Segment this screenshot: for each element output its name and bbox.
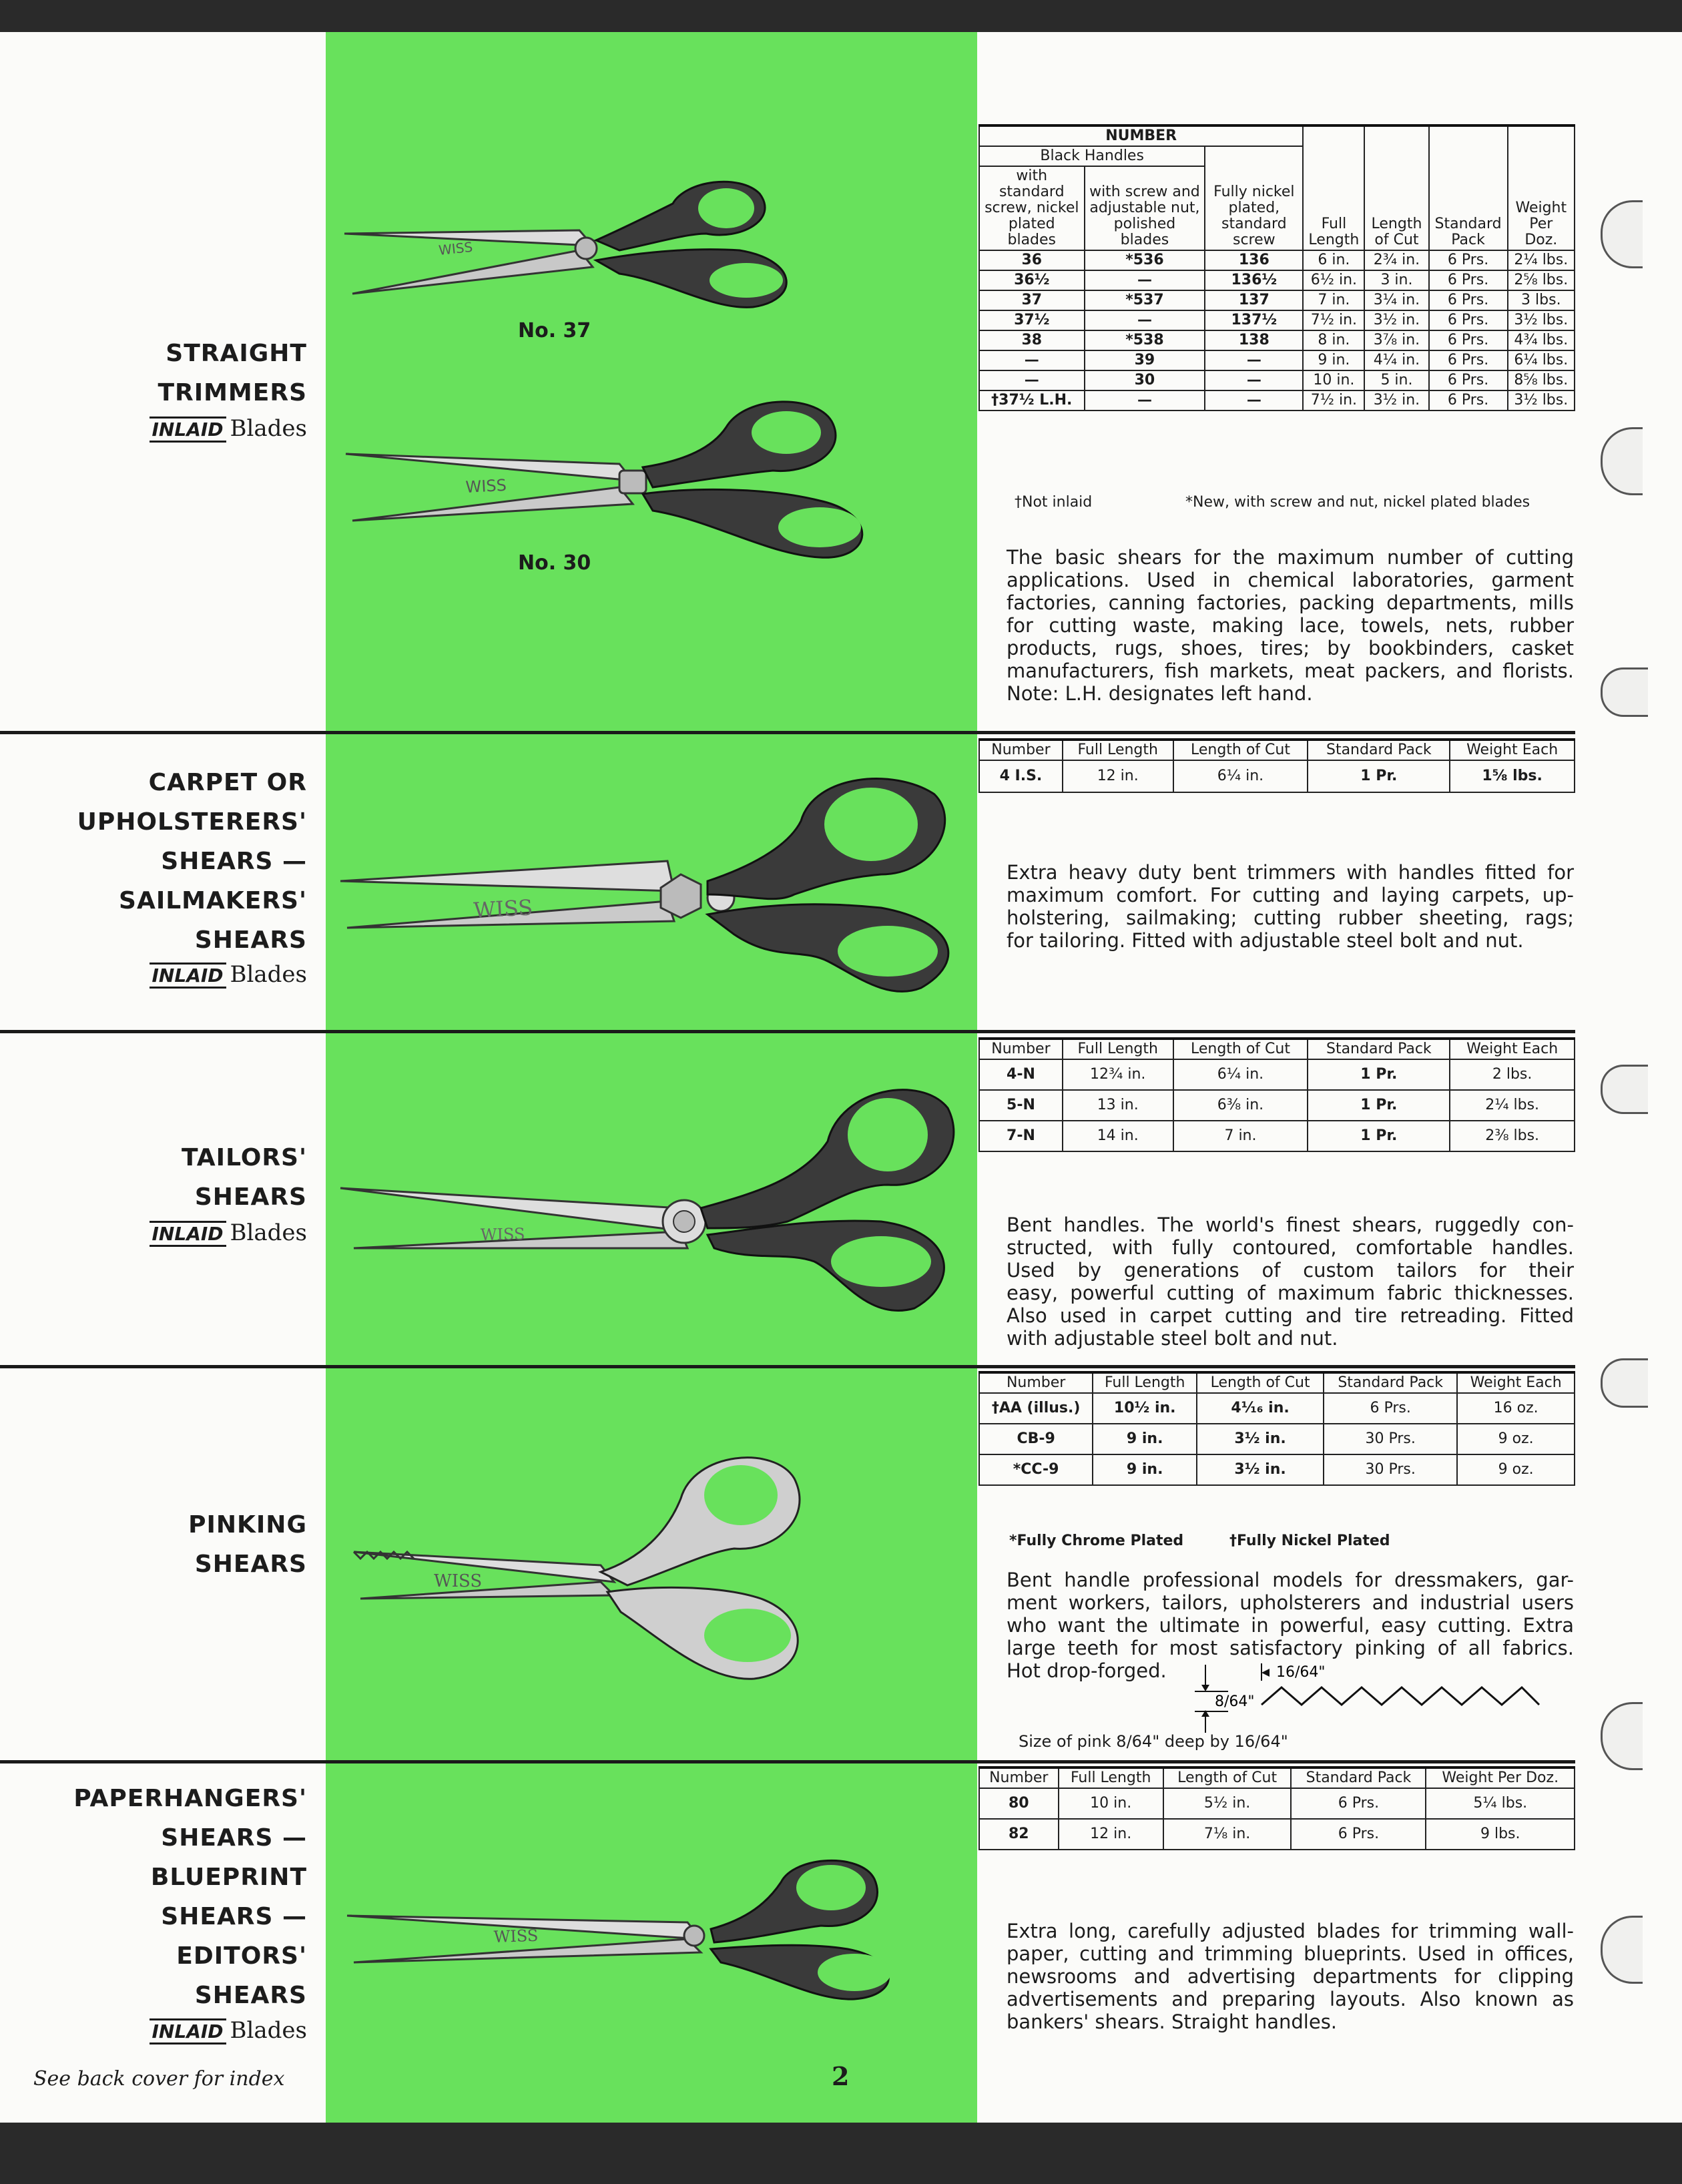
inlaid-text: Blades [230,961,307,988]
table-row [979,1090,1575,1121]
table-cell: 6 Prs. [1429,290,1508,310]
table-cell: 4 I.S. [979,760,1063,792]
table-cell: 30 Prs. [1324,1454,1457,1485]
description-line: newsrooms and advertising departments for clipping [1007,1965,1574,1988]
svg-text:WISS: WISS [434,1571,483,1591]
table-cell: 12 in. [1063,760,1173,792]
title-line: CARPET OR [148,769,307,796]
binder-slot [1601,1702,1643,1770]
table-cell: 8⅝ lbs. [1508,370,1575,390]
col-header: with screw and adjustable nut, polished blades [1085,166,1205,250]
table-cell: 6¼ lbs. [1508,350,1575,370]
svg-text:WISS: WISS [493,1926,539,1946]
table-cell: 7 in. [1173,1121,1308,1151]
title-line: SHEARS — [161,848,307,875]
col-header: Fully nickel plated, standard screw [1205,146,1303,250]
table-row [979,760,1575,792]
spec-table-tailors-shears [978,1037,1575,1152]
title-line: PAPERHANGERS' [73,1785,307,1812]
inlaid-text: Blades [230,1219,307,1246]
table-cell: — [1085,310,1205,330]
inlaid-badge: INLAID [150,1221,226,1247]
table-cell: 10 in. [1303,370,1364,390]
table-cell: 7½ in. [1303,390,1364,411]
tailors-shears-image [334,1061,974,1328]
table-cell: 2¼ lbs. [1508,250,1575,270]
description-line: large teeth for most satisfactory pinking of all fabrics. [1007,1637,1574,1659]
table-cell: 9 in. [1093,1424,1197,1454]
table-cell: 3½ in. [1364,390,1428,411]
title-line: SHEARS — [161,1903,307,1930]
table-cell: 6 Prs. [1429,250,1508,270]
table-cell: 10 in. [1059,1788,1163,1819]
table-cell: 10½ in. [1093,1393,1197,1424]
table-cell: 6 in. [1303,250,1364,270]
table-cell: 6 Prs. [1429,330,1508,350]
table-cell: 4¾ lbs. [1508,330,1575,350]
table-cell: 9 oz. [1457,1454,1575,1485]
col-header: Number [979,740,1063,760]
title-line: UPHOLSTERERS' [77,808,307,836]
table-cell: 37 [979,290,1085,310]
col-header: Standard Pack [1324,1372,1457,1393]
description-line: advertisements and preparing layouts. Also known as [1007,1988,1574,2010]
description-straight-trimmers [1007,546,1574,705]
table-cell: 36 [979,250,1085,270]
col-header: Length of Cut [1197,1372,1324,1393]
col-header: Standard Pack [1429,125,1508,250]
paperhangers-shears-image [340,1842,941,2009]
section-divider [0,731,1575,734]
table-cell: 9 in. [1303,350,1364,370]
col-header: Number [979,1767,1059,1788]
table-cell: 3½ in. [1197,1454,1324,1485]
table-cell: 39 [1085,350,1205,370]
col-header: Length of Cut [1364,125,1428,250]
col-header: Full Length [1063,1039,1173,1059]
table-cell: 3½ lbs. [1508,390,1575,411]
col-header: Length of Cut [1163,1767,1292,1788]
table-cell: 6¼ in. [1173,760,1308,792]
spec-table-pinking-shears [978,1371,1575,1486]
table-cell: 1⅝ lbs. [1450,760,1575,792]
table-cell: 7-N [979,1121,1063,1151]
table-cell: 3½ in. [1364,310,1428,330]
title-line: SHEARS [194,1183,307,1211]
col-header: Weight Per Doz. [1426,1767,1575,1788]
section-title-straight-trimmers [158,334,307,413]
carpet-shears-image [334,761,974,1021]
col-header: Number [979,1372,1093,1393]
spec-table-paperhangers-shears [978,1766,1575,1850]
table-cell: 3¼ in. [1364,290,1428,310]
section-divider [0,1365,1575,1368]
title-line: EDITORS' [176,1942,307,1970]
table-row [979,1121,1575,1151]
description-carpet-shears [1007,861,1574,952]
section-title-tailors-shears [182,1138,307,1217]
table-row [979,330,1575,350]
table-cell: 6 Prs. [1429,270,1508,290]
description-line: bankers' shears. Straight handles. [1007,2010,1338,2033]
description-line: for tailoring. Fitted with adjustable steel bolt and nut. [1007,929,1524,952]
table-row [979,310,1575,330]
binder-slot [1601,1916,1643,1984]
table-cell: — [1205,370,1303,390]
table-cell: — [979,370,1085,390]
scissors-no-37-image [339,167,820,327]
pink-size-diagram [1161,1661,1549,1734]
table-cell: 2 lbs. [1450,1059,1575,1090]
description-line: easy, powerful cutting of maximum fabric thicknesses. [1007,1282,1574,1304]
col-header: Full Length [1059,1767,1163,1788]
title-line: SAILMAKERS' [119,887,307,914]
table-footnote: *Fully Chrome Plated [1009,1533,1184,1549]
section-title-carpet-shears [77,763,307,960]
binder-slot [1601,200,1643,268]
table-row [979,370,1575,390]
pinking-shears-image [347,1438,828,1692]
table-cell: 1 Pr. [1308,1090,1450,1121]
title-line: TAILORS' [182,1144,307,1171]
description-line: paper, cutting and trimming blueprints. Used in offices, [1007,1942,1574,1965]
description-line: applications. Used in chemical laboratories, garment [1007,569,1574,591]
title-line: SHEARS [194,1982,307,2009]
table-row [979,1059,1575,1090]
col-header: Number [979,1039,1063,1059]
scissors-no-30-image [339,387,886,567]
bottom-scan-border [0,2123,1682,2184]
description-line: products, rugs, shoes, tires; by bookbinders, casket [1007,637,1574,659]
table-cell: 5¼ lbs. [1426,1788,1575,1819]
description-line: with adjustable steel bolt and nut. [1007,1327,1338,1350]
table-footnote: †Fully Nickel Plated [1229,1533,1390,1549]
table-cell: 4-N [979,1059,1063,1090]
description-line: manufacturers, fish markets, meat packers, and florists. [1007,659,1574,682]
description-line: ment workers, tailors, upholsterers and industrial users [1007,1591,1574,1614]
page-number: 2 [832,2061,850,2091]
description-line: Note: L.H. designates left hand. [1007,682,1313,705]
description-line: holstering, sailmaking; cutting rubber sheeting, rags; [1007,906,1574,929]
pink-size-caption: Size of pink 8/64" deep by 16/64" [1019,1732,1288,1751]
title-line: STRAIGHT [166,340,307,367]
table-cell: 7⅛ in. [1163,1819,1292,1850]
table-cell: 14 in. [1063,1121,1173,1151]
col-header: Weight Per Doz. [1508,125,1575,250]
table-row [979,1424,1575,1454]
description-line: Bent handle professional models for dressmakers, gar- [1007,1569,1574,1591]
figure-caption-no-30: No. 30 [518,551,591,575]
table-cell: 2⅜ lbs. [1450,1121,1575,1151]
table-cell: 4¼ in. [1364,350,1428,370]
table-cell: 30 Prs. [1324,1424,1457,1454]
col-header: Full Length [1063,740,1173,760]
inlaid-blades-label [150,415,308,442]
table-cell: 136½ [1205,270,1303,290]
binder-hole [1601,667,1648,717]
description-line: Hot drop-forged. [1007,1659,1167,1682]
table-row [979,290,1575,310]
table-cell: 82 [979,1819,1059,1850]
title-line: SHEARS [194,926,307,954]
table-cell: 3 lbs. [1508,290,1575,310]
table-cell: 37½ [979,310,1085,330]
col-header: Weight Each [1450,1039,1575,1059]
table-row [979,1819,1575,1850]
table-cell: 138 [1205,330,1303,350]
table-cell: CB-9 [979,1424,1093,1454]
inlaid-badge: INLAID [150,2018,226,2044]
description-line: factories, canning factories, packing departments, mills [1007,591,1574,614]
svg-text:WISS: WISS [480,1224,525,1244]
table-cell: 4⅟₁₆ in. [1197,1393,1324,1424]
table-cell: 2⅝ lbs. [1508,270,1575,290]
inlaid-blades-label [150,961,308,988]
table-cell: 9 oz. [1457,1424,1575,1454]
table-cell: 6 Prs. [1429,310,1508,330]
table-cell: 2¾ in. [1364,250,1428,270]
title-line: BLUEPRINT [150,1864,307,1891]
table-row [979,270,1575,290]
table-cell: 6¼ in. [1173,1059,1308,1090]
binder-slot [1601,427,1643,495]
table-cell: 38 [979,330,1085,350]
table-cell: 80 [979,1788,1059,1819]
description-line: Extra long, carefully adjusted blades for trimming wall- [1007,1920,1574,1942]
table-cell: 13 in. [1063,1090,1173,1121]
table-cell: 12¾ in. [1063,1059,1173,1090]
section-divider [0,1030,1575,1033]
table-cell: *CC-9 [979,1454,1093,1485]
col-header: Length of Cut [1173,1039,1308,1059]
col-header: with standard screw, nickel plated blades [979,166,1085,250]
table-cell: 5-N [979,1090,1063,1121]
table-cell: 5½ in. [1163,1788,1292,1819]
title-line: TRIMMERS [158,379,307,406]
svg-text:WISS: WISS [438,238,474,258]
description-line: Also used in carpet cutting and tire retreading. Fitted [1007,1304,1574,1327]
table-cell: 9 lbs. [1426,1819,1575,1850]
width-label: 16/64" [1276,1664,1326,1681]
table-cell: 6 Prs. [1324,1393,1457,1424]
section-divider [0,1760,1575,1763]
description-line: structed, with fully contoured, comfortable handles. [1007,1236,1574,1259]
col-header: Weight Each [1457,1372,1575,1393]
table-cell: — [1085,270,1205,290]
table-cell: 8 in. [1303,330,1364,350]
table-cell: 30 [1085,370,1205,390]
table-cell: *537 [1085,290,1205,310]
table-cell: 6 Prs. [1291,1819,1426,1850]
title-line: PINKING [188,1511,307,1539]
col-header: Weight Each [1450,740,1575,760]
table-cell: †AA (illus.) [979,1393,1093,1424]
description-line: Bent handles. The world's finest shears, ruggedly con- [1007,1213,1574,1236]
table-cell: — [1205,390,1303,411]
description-line: who want the ultimate in powerful, easy cutting. Extra [1007,1614,1574,1637]
col-header: Full Length [1093,1372,1197,1393]
table-cell: *538 [1085,330,1205,350]
binder-hole [1601,1358,1648,1408]
col-header: Standard Pack [1308,1039,1450,1059]
table-cell: 16 oz. [1457,1393,1575,1424]
figure-caption-no-37: No. 37 [518,319,591,342]
table-cell: 1 Pr. [1308,1121,1450,1151]
top-scan-border [0,0,1682,32]
col-header: Full Length [1303,125,1364,250]
description-line: The basic shears for the maximum number of cutting [1007,546,1574,569]
table-cell: 7½ in. [1303,310,1364,330]
description-tailors-shears [1007,1213,1574,1350]
svg-text:WISS: WISS [465,475,507,497]
section-title-paperhangers-shears [73,1779,307,2015]
spec-table-carpet-shears [978,738,1575,793]
svg-text:WISS: WISS [473,894,534,923]
table-cell: 6 Prs. [1429,370,1508,390]
table-cell: 136 [1205,250,1303,270]
description-line: for cutting waste, making lace, towels, nets, rubber [1007,614,1574,637]
col-header: Standard Pack [1308,740,1450,760]
table-cell: — [979,350,1085,370]
section-title-pinking-shears [188,1505,307,1584]
table-cell: *536 [1085,250,1205,270]
table-cell: 6 Prs. [1429,350,1508,370]
inlaid-badge: INLAID [150,417,226,443]
table-cell: 12 in. [1059,1819,1163,1850]
title-line: SHEARS [194,1551,307,1578]
description-paperhangers-shears [1007,1920,1574,2033]
table-cell: 6⅜ in. [1173,1090,1308,1121]
table-cell: 6½ in. [1303,270,1364,290]
table-cell: 6 Prs. [1429,390,1508,411]
table-row [979,390,1575,411]
inlaid-blades-label [150,1219,308,1246]
table-row [979,1393,1575,1424]
table-cell: 1 Pr. [1308,1059,1450,1090]
table-cell: 137½ [1205,310,1303,330]
table-footnote: *New, with screw and nut, nickel plated blades [1185,494,1530,511]
table-cell: 7 in. [1303,290,1364,310]
index-reference: See back cover for index [33,2067,285,2091]
table-cell: 5 in. [1364,370,1428,390]
table-cell: 36½ [979,270,1085,290]
spec-table-straight-trimmers [978,124,1575,411]
description-line: Extra heavy duty bent trimmers with handles fitted for [1007,861,1574,884]
table-footnote: †Not inlaid [1015,494,1093,511]
table-group-header: NUMBER [979,125,1303,146]
table-cell: — [1205,350,1303,370]
col-header: Standard Pack [1291,1767,1426,1788]
inlaid-badge: INLAID [150,963,226,989]
description-line: Used by generations of custom tailors for their [1007,1259,1574,1282]
title-line: SHEARS — [161,1824,307,1852]
table-cell: 3½ in. [1197,1424,1324,1454]
table-cell: 2¼ lbs. [1450,1090,1575,1121]
inlaid-text: Blades [230,2017,307,2044]
binder-hole [1601,1065,1648,1114]
table-cell: 3 in. [1364,270,1428,290]
description-line: maximum comfort. For cutting and laying carpets, up- [1007,884,1574,906]
table-cell: 137 [1205,290,1303,310]
table-row [979,1788,1575,1819]
table-row [979,350,1575,370]
table-cell: 3½ lbs. [1508,310,1575,330]
depth-label: 8/64" [1215,1693,1255,1710]
inlaid-blades-label [150,2017,308,2044]
table-subgroup-header: Black Handles [979,146,1205,166]
inlaid-text: Blades [230,415,307,442]
table-cell: 9 in. [1093,1454,1197,1485]
table-cell: †37½ L.H. [979,390,1085,411]
table-cell: 3⅞ in. [1364,330,1428,350]
table-row [979,1454,1575,1485]
table-cell: 6 Prs. [1291,1788,1426,1819]
table-cell: 1 Pr. [1308,760,1450,792]
table-cell: — [1085,390,1205,411]
table-row [979,250,1575,270]
col-header: Length of Cut [1173,740,1308,760]
